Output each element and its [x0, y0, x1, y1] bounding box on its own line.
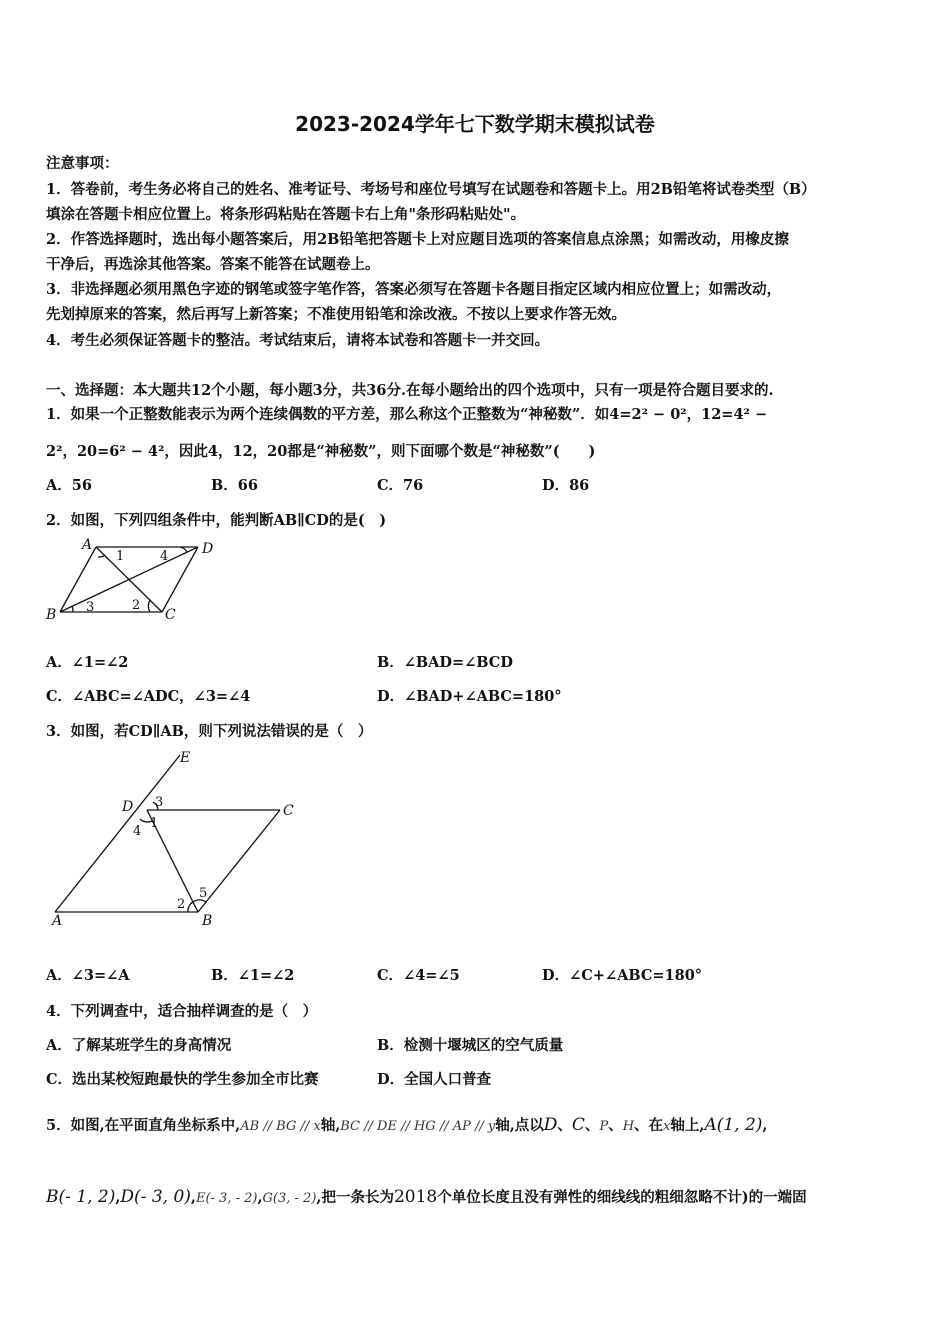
q5-text-1: 5．如图,在平面直角坐标系中, [46, 1117, 241, 1134]
q3-angle-2: 2 [177, 897, 186, 912]
q3-angle-arc-2 [188, 902, 193, 912]
q2-angle-1: 1 [116, 549, 125, 564]
notice-line-1: 1．答卷前，考生务必将自己的姓名、准考证号、考场号和座位号填写在试题卷和答题卡上。用2B铅笔将试卷类型（B） [46, 181, 816, 198]
q2-stem: 2．如图，下列四组条件中，能判断AB∥CD的是( ) [46, 512, 387, 529]
q3-option-b: B．∠1=∠2 [211, 967, 295, 984]
q2-figure [40, 535, 230, 630]
q3-option-c: C．∠4=∠5 [377, 967, 460, 984]
q1-option-c: C．76 [377, 477, 424, 494]
q2-option-b: B．∠BAD=∠BCD [377, 654, 513, 671]
q4-option-b: B．检测十堰城区的空气质量 [377, 1037, 564, 1054]
notice-line-3: 2．作答选择题时，选出每小题答案后，用2B铅笔把答题卡上对应题目选项的答案信息点涂黑；如需改动，用橡皮擦 [46, 231, 789, 248]
q3-angle-3: 3 [155, 795, 164, 810]
q3-label-c: C [283, 803, 294, 819]
q2-option-d: D．∠BAD+∠ABC=180° [377, 688, 562, 705]
q5-text-7: 、在 [634, 1117, 664, 1134]
q3-label-e: E [180, 750, 191, 766]
notice-line-6: 先划掉原来的答案，然后再写上新答案；不准使用铅笔和涂改液。不按以上要求作答无效。 [46, 306, 626, 323]
q5-math-point-a: A(1, 2) [704, 1115, 763, 1135]
q4-option-c: C．选出某校短跑最快的学生参加全市比赛 [46, 1071, 319, 1088]
q4-option-d: D．全国人口普查 [377, 1071, 492, 1088]
q3-figure [40, 745, 310, 935]
q5-text-2: 轴, [320, 1117, 341, 1134]
q2-angle-4: 4 [160, 549, 169, 564]
notice-line-2: 填涂在答题卡相应位置上。将条形码粘贴在答题卡右上角"条形码粘贴处"。 [46, 206, 526, 223]
q5-stem-line-2 [46, 1186, 807, 1207]
q2-angle-arc-1 [98, 555, 105, 557]
q3-angle-4: 4 [133, 824, 142, 839]
q2-option-c: C．∠ABC=∠ADC，∠3=∠4 [46, 688, 251, 705]
notice-heading: 注意事项： [46, 155, 119, 172]
q1-option-a: A．56 [46, 477, 92, 494]
q3-option-d: D．∠C+∠ABC=180° [542, 967, 703, 984]
q5-text-14: 个单位长度且没有弹性的细线线的粗细忽略不计)的一端固 [437, 1189, 807, 1206]
q2-diagonal-bd [60, 547, 198, 612]
q5-text-8: 轴上, [670, 1117, 705, 1134]
q2-label-a: A [82, 537, 93, 553]
q5-text-4: 、 [557, 1117, 572, 1134]
q5-math-x: x [663, 1119, 671, 1134]
q3-label-a: A [52, 913, 63, 929]
q4-option-a: A．了解某班学生的身高情况 [46, 1037, 232, 1054]
q5-math-2018: 2018 [393, 1187, 438, 1207]
q5-stem-line-1 [46, 1114, 767, 1135]
q5-math-point-b: B(- 1, 2) [46, 1187, 116, 1207]
q3-angle-5: 5 [199, 886, 208, 901]
q5-text-10: , [115, 1189, 121, 1206]
q5-text-11: , [190, 1189, 196, 1206]
q5-math-ab-bg-x: AB // BG // x [240, 1119, 321, 1134]
q2-angle-arc-4 [180, 547, 187, 552]
q5-text-3: 轴,点以 [495, 1117, 544, 1134]
q1-stem-line-1: 1．如果一个正整数能表示为两个连续偶数的平方差，那么称这个正整数为“神秘数”．如4=2² − 0²，12=4² − [46, 406, 768, 423]
q5-math-p: P [599, 1119, 609, 1134]
q3-label-b: B [202, 913, 213, 929]
notice-line-5: 3．非选择题必须用黑色字迹的钢笔或签字笔作答，答案必须写在答题卡各题目指定区域内相应位置上；如需改动， [46, 281, 782, 298]
page-title: 2023-2024学年七下数学期末模拟试卷 [295, 112, 655, 136]
q3-angle-1: 1 [150, 816, 159, 831]
q5-math-bc-de-y: BC // DE // HG // AP // y [340, 1119, 496, 1134]
q2-label-b: B [46, 607, 57, 623]
notice-line-7: 4．考生必须保证答题卡的整洁。考试结束后，请将本试卷和答题卡一并交回。 [46, 332, 550, 349]
q5-math-h: H [622, 1119, 635, 1134]
q2-angle-arc-3 [72, 606, 73, 612]
notice-line-4: 干净后，再选涂其他答案。答案不能答在试题卷上。 [46, 256, 380, 273]
q2-angle-2: 2 [132, 598, 141, 613]
q5-math-d: D [543, 1115, 558, 1135]
q5-math-c: C [571, 1115, 585, 1135]
q5-math-point-g: G(3, - 2) [262, 1191, 317, 1206]
q5-text-6: 、 [608, 1117, 623, 1134]
q5-text-12: , [257, 1189, 263, 1206]
q2-option-a: A．∠1=∠2 [46, 654, 129, 671]
q4-stem: 4．下列调查中，适合抽样调查的是（ ） [46, 1003, 318, 1020]
q1-stem-line-2: 2²，20=6² − 4²，因此4，12，20都是“神秘数”，则下面哪个数是“神秘数”( ) [46, 443, 596, 460]
q2-label-c: C [165, 607, 176, 623]
q2-label-d: D [202, 541, 214, 557]
q5-text-5: 、 [584, 1117, 600, 1134]
q5-text-9: , [762, 1117, 768, 1134]
q5-math-point-d: D(- 3, 0) [120, 1187, 191, 1207]
q1-option-b: B．66 [211, 477, 258, 494]
q3-stem: 3．如图，若CD∥AB，则下列说法错误的是（ ） [46, 723, 373, 740]
q3-label-d: D [122, 799, 134, 815]
q2-angle-3: 3 [86, 600, 95, 615]
q3-line-ae [55, 755, 180, 912]
q1-option-d: D．86 [542, 477, 590, 494]
q2-angle-arc-2 [148, 600, 150, 612]
q5-math-point-e: E(- 3, - 2) [195, 1191, 258, 1206]
q5-text-13: ,把一条长为 [316, 1189, 394, 1206]
q3-option-a: A．∠3=∠A [46, 967, 130, 984]
q3-segment-bc [198, 810, 280, 912]
section-heading: 一、选择题：本大题共12个小题，每小题3分，共36分.在每小题给出的四个选项中，只有一项是符合题目要求的. [46, 382, 774, 399]
